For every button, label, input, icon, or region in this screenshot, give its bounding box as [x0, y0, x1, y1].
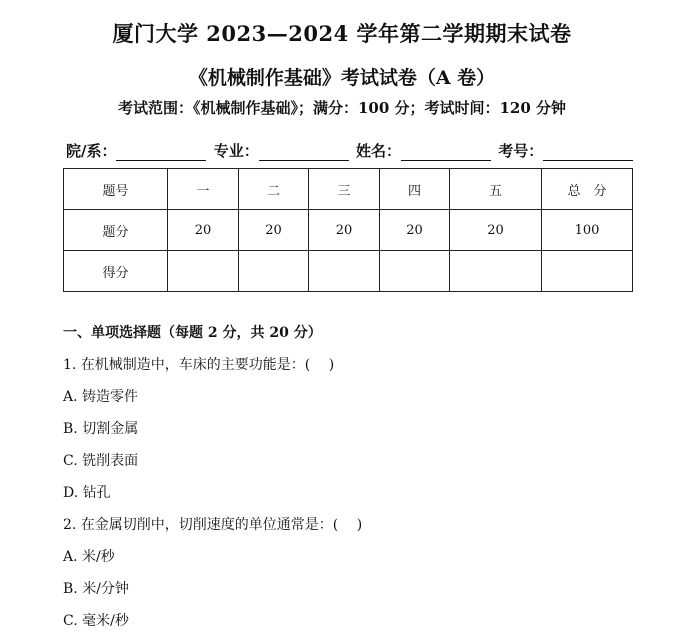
- exam-number-blank[interactable]: [543, 144, 633, 161]
- department-label: 院/系：: [66, 142, 117, 160]
- header-cell: 一: [168, 169, 239, 210]
- section-title: 一、单项选择题（每题 2 分，共 20 分）: [63, 325, 322, 341]
- name-label: 姓名：: [355, 142, 401, 160]
- score-row-label: 得分: [64, 251, 168, 292]
- points-cell: 题分: [64, 210, 168, 251]
- name-blank[interactable]: [401, 144, 491, 161]
- question-1-option-c: C. 铣削表面: [63, 453, 139, 469]
- question-2-option-c: C. 毫米/秒: [63, 613, 129, 629]
- points-cell: 20: [239, 210, 309, 251]
- score-table: [63, 168, 633, 292]
- score-cell[interactable]: [450, 251, 542, 292]
- question-1-option-a: A. 铸造零件: [63, 389, 139, 405]
- points-cell: 20: [168, 210, 239, 251]
- points-cell: 20: [380, 210, 450, 251]
- major-label: 专业：: [213, 142, 259, 160]
- exam-title: 厦门大学 2023—2024 学年第二学期期末试卷: [112, 21, 572, 46]
- points-cell: 20: [309, 210, 380, 251]
- score-cell[interactable]: [168, 251, 239, 292]
- header-cell: 四: [380, 169, 450, 210]
- exam-subtitle: 《机械制作基础》考试试卷（A 卷）: [188, 67, 496, 89]
- department-blank[interactable]: [116, 144, 206, 161]
- question-1-option-b: B. 切割金属: [63, 421, 139, 437]
- question-number-row: [64, 169, 633, 210]
- major-blank[interactable]: [259, 144, 349, 161]
- header-cell: 五: [450, 169, 542, 210]
- header-cell: 题号: [64, 169, 168, 210]
- points-cell: 100: [542, 210, 633, 251]
- score-cell[interactable]: [542, 251, 633, 292]
- points-cell: 20: [450, 210, 542, 251]
- question-2-option-a: A. 米/秒: [63, 549, 115, 565]
- header-cell: 二: [239, 169, 309, 210]
- question-2-option-b: B. 米/分钟: [63, 581, 129, 597]
- exam-number-label: 考号：: [498, 142, 544, 160]
- points-row: [64, 210, 633, 251]
- score-cell[interactable]: [309, 251, 380, 292]
- question-1-option-d: D. 钻孔: [63, 485, 111, 501]
- score-cell[interactable]: [380, 251, 450, 292]
- score-cell[interactable]: [239, 251, 309, 292]
- student-info-line: [66, 140, 636, 161]
- question-2-stem: 2. 在金属切削中，切削速度的单位通常是：( ): [63, 517, 363, 533]
- exam-scope: 考试范围：《机械制作基础》；满分：100 分；考试时间：120 分钟: [117, 99, 567, 117]
- header-cell: 总 分: [542, 169, 633, 210]
- score-row: [64, 251, 633, 292]
- header-cell: 三: [309, 169, 380, 210]
- question-1-stem: 1. 在机械制造中，车床的主要功能是：( ): [63, 357, 335, 373]
